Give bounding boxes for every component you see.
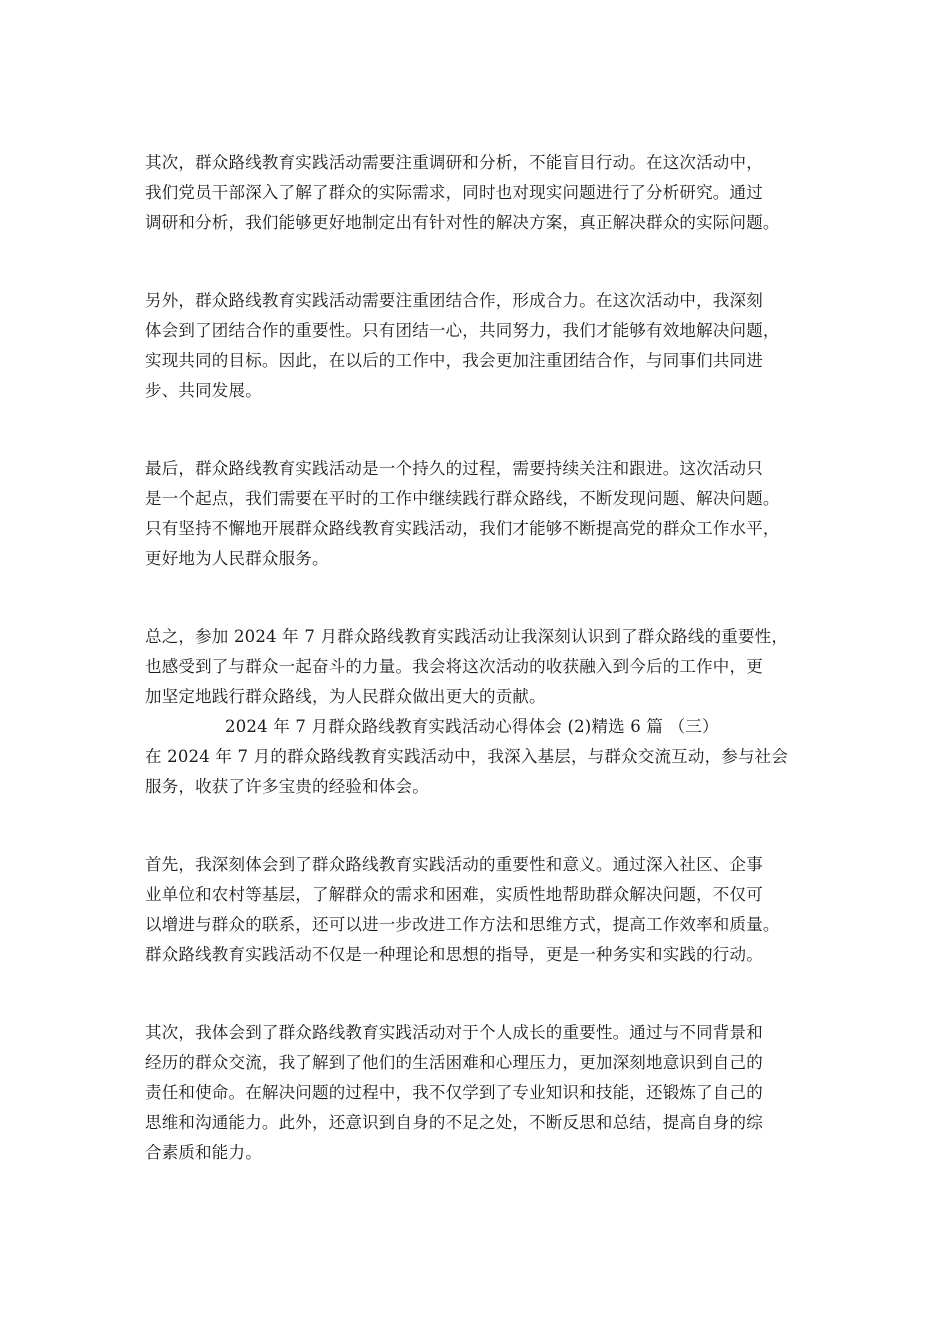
paragraph-gap	[145, 802, 825, 850]
paragraph-gap	[145, 970, 825, 1018]
paragraph-intro	[145, 742, 825, 802]
text-line: 合素质和能力。	[145, 1143, 262, 1162]
text-line: 总之，参加 2024 年 7 月群众路线教育实践活动让我深刻认识到了群众路线的重要性，	[145, 627, 789, 646]
text-line: 业单位和农村等基层，了解群众的需求和困难，实质性地帮助群众解决问题，不仅可	[145, 885, 763, 904]
text-line: 调研和分析，我们能够更好地制定出有针对性的解决方案，真正解决群众的实际问题。	[145, 213, 780, 232]
paragraph-teamwork	[145, 286, 825, 406]
text-line: 以增进与群众的联系，还可以进一步改进工作方法和思维方式，提高工作效率和质量。	[145, 915, 780, 934]
text-line: 其次，我体会到了群众路线教育实践活动对于个人成长的重要性。通过与不同背景和	[145, 1023, 763, 1042]
text-line: 体会到了团结合作的重要性。只有团结一心，共同努力，我们才能够有效地解决问题，	[145, 321, 780, 340]
document-body	[145, 148, 825, 1168]
text-line: 经历的群众交流，我了解到了他们的生活困难和心理压力，更加深刻地意识到自己的	[145, 1053, 763, 1072]
text-line: 首先，我深刻体会到了群众路线教育实践活动的重要性和意义。通过深入社区、企事	[145, 855, 763, 874]
text-line: 只有坚持不懈地开展群众路线教育实践活动，我们才能够不断提高党的群众工作水平，	[145, 519, 780, 538]
text-line: 服务，收获了许多宝贵的经验和体会。	[145, 777, 429, 796]
section-heading: 2024 年 7 月群众路线教育实践活动心得体会 (2)精选 6 篇 （三）	[225, 717, 719, 736]
paragraph-conclusion	[145, 622, 825, 712]
text-line: 也感受到了与群众一起奋斗的力量。我会将这次活动的收获融入到今后的工作中，更	[145, 657, 763, 676]
text-line: 另外，群众路线教育实践活动需要注重团结合作，形成合力。在这次活动中，我深刻	[145, 291, 763, 310]
text-line: 更好地为人民群众服务。	[145, 549, 329, 568]
text-line: 其次，群众路线教育实践活动需要注重调研和分析，不能盲目行动。在这次活动中，	[145, 153, 763, 172]
paragraph-gap	[145, 406, 825, 454]
text-line: 步、共同发展。	[145, 381, 262, 400]
text-line: 思维和沟通能力。此外，还意识到自身的不足之处，不断反思和总结，提高自身的综	[145, 1113, 763, 1132]
text-line: 是一个起点，我们需要在平时的工作中继续践行群众路线，不断发现问题、解决问题。	[145, 489, 780, 508]
paragraph-second	[145, 1018, 825, 1168]
text-line: 最后，群众路线教育实践活动是一个持久的过程，需要持续关注和跟进。这次活动只	[145, 459, 763, 478]
paragraph-first	[145, 850, 825, 970]
text-line: 实现共同的目标。因此，在以后的工作中，我会更加注重团结合作，与同事们共同进	[145, 351, 763, 370]
text-line: 我们党员干部深入了解了群众的实际需求，同时也对现实问题进行了分析研究。通过	[145, 183, 763, 202]
text-line: 在 2024 年 7 月的群众路线教育实践活动中，我深入基层，与群众交流互动，参与社会	[145, 747, 789, 766]
text-line: 群众路线教育实践活动不仅是一种理论和思想的指导，更是一种务实和实践的行动。	[145, 945, 763, 964]
paragraph-finally	[145, 454, 825, 574]
text-line: 加坚定地践行群众路线，为人民群众做出更大的贡献。	[145, 687, 546, 706]
paragraph-research	[145, 148, 825, 238]
text-line: 责任和使命。在解决问题的过程中，我不仅学到了专业知识和技能，还锻炼了自己的	[145, 1083, 763, 1102]
paragraph-gap	[145, 238, 825, 286]
paragraph-gap	[145, 574, 825, 622]
